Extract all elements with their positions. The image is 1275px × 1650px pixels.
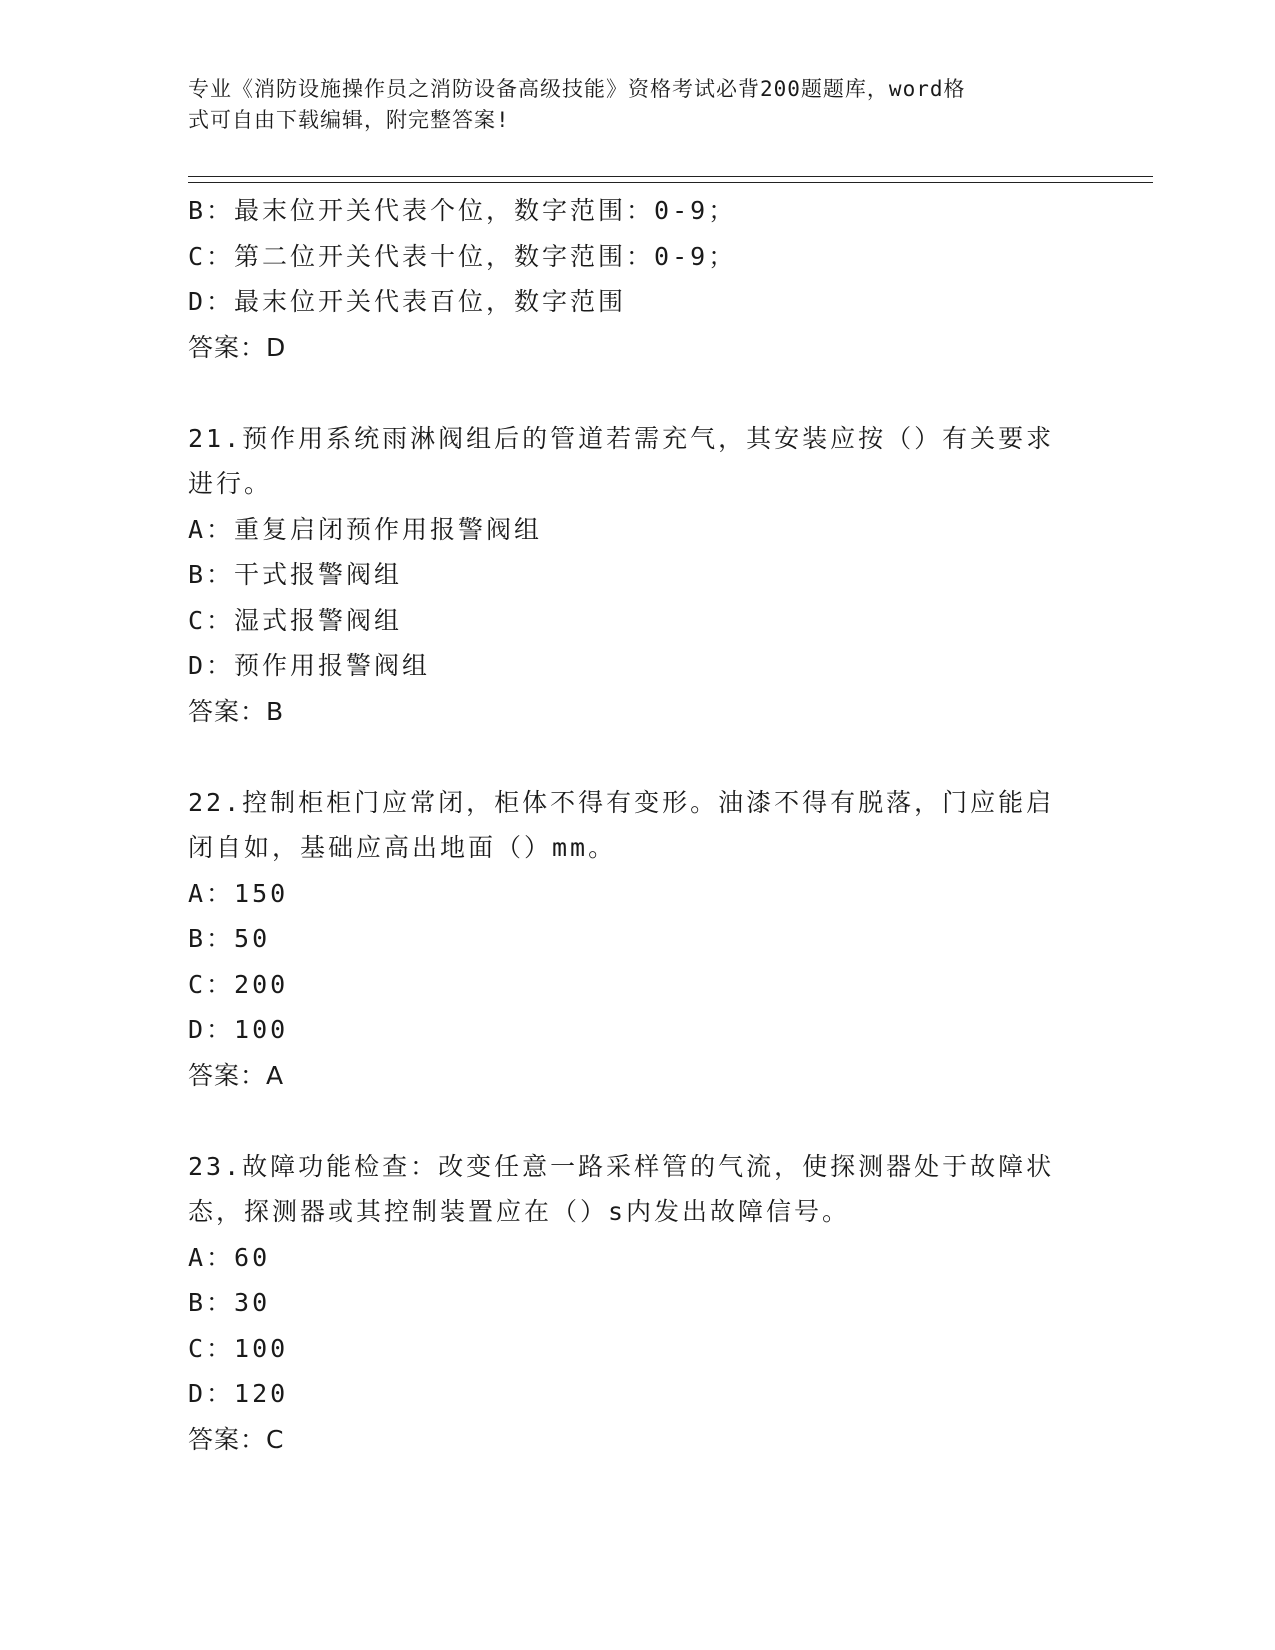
option-d: D：预作用报警阀组 xyxy=(188,651,431,680)
question-stem-line: 22.控制柜柜门应常闭，柜体不得有变形。油漆不得有脱落，门应能启 xyxy=(188,787,1055,817)
option-d: D：最末位开关代表百位，数字范围 xyxy=(188,287,627,316)
question-stem-line: 21.预作用系统雨淋阀组后的管道若需充气，其安装应按（）有关要求 xyxy=(188,423,1055,453)
question-22 xyxy=(188,780,1088,1099)
header-line-2: 式可自由下载编辑，附完整答案! xyxy=(188,108,510,132)
option-c: C：湿式报警阀组 xyxy=(188,605,403,635)
answer-line: 答案：B xyxy=(188,696,285,726)
header-divider xyxy=(188,176,1153,183)
question-stem-line: 闭自如，基础应高出地面（）mm。 xyxy=(188,833,617,862)
option-b: B：最末位开关代表个位，数字范围：0-9； xyxy=(188,196,737,225)
option-a: A：60 xyxy=(188,1242,271,1272)
option-b: B：干式报警阀组 xyxy=(188,560,403,589)
question-content xyxy=(188,188,1088,1462)
question-23 xyxy=(188,1144,1088,1463)
spacer xyxy=(188,370,1088,416)
option-d: D：120 xyxy=(188,1379,289,1408)
partial-question xyxy=(188,188,1088,370)
option-a: A：重复启闭预作用报警阀组 xyxy=(188,514,543,544)
question-stem-line: 23.故障功能检查：改变任意一路采样管的气流，使探测器处于故障状 xyxy=(188,1151,1055,1181)
answer-line: 答案：A xyxy=(188,1060,285,1090)
option-b: B：30 xyxy=(188,1288,271,1317)
document-header xyxy=(188,74,1068,136)
question-21 xyxy=(188,416,1088,735)
answer-line: 答案：D xyxy=(188,332,287,362)
answer-line: 答案：C xyxy=(188,1424,285,1454)
option-c: C：200 xyxy=(188,969,289,999)
option-a: A：150 xyxy=(188,878,289,908)
question-stem-line: 态，探测器或其控制装置应在（）s内发出故障信号。 xyxy=(188,1197,851,1226)
option-c: C：100 xyxy=(188,1333,289,1363)
option-d: D：100 xyxy=(188,1015,289,1044)
header-line-1: 专业《消防设施操作员之消防设备高级技能》资格考试必背200题题库，word格 xyxy=(188,77,966,101)
option-c: C：第二位开关代表十位，数字范围：0-9； xyxy=(188,241,737,271)
spacer xyxy=(188,1098,1088,1144)
question-stem-line: 进行。 xyxy=(188,469,273,498)
spacer xyxy=(188,734,1088,780)
option-b: B：50 xyxy=(188,924,271,953)
